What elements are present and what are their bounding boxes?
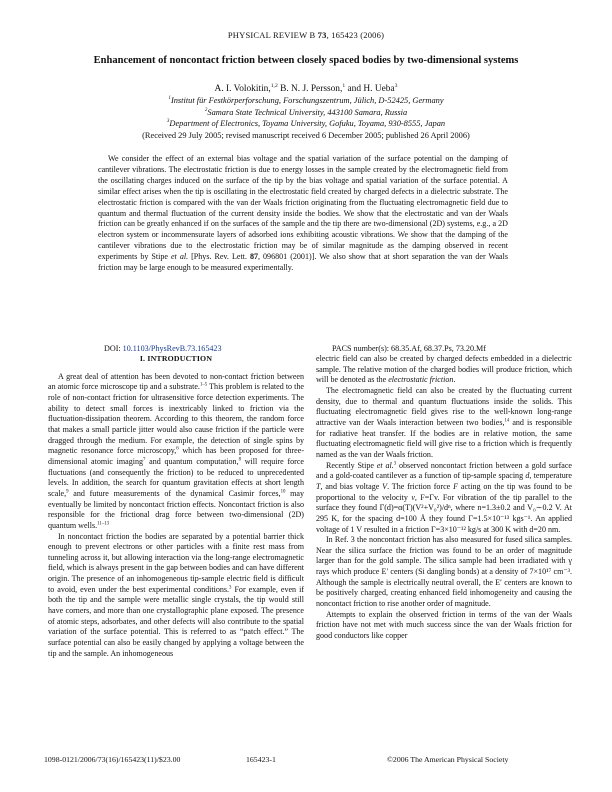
citation[interactable]: 3 bbox=[393, 460, 397, 466]
text: and is responsible for radiative heat transfer. If the bodies are in relative motion, the same fluctuating electromagnetic field will give rise to a friction which is frequently named as the van der Waals friction. bbox=[316, 417, 572, 459]
abstract-etal: et al. bbox=[170, 252, 189, 262]
affiliation bbox=[0, 119, 612, 128]
doi-link[interactable]: 10.1103/PhysRevB.73.165423 bbox=[122, 344, 222, 353]
paragraph: In Ref. 3 the noncontact friction has also measured for fused silica samples. Near the silica surface the friction was found to be an order of magnitude larger than for the gold sample. The silica sample had been irradiated with γ rays which produce E′ centers (Si dangling bonds) at a density of 7×10¹⁷ cm⁻³. Although the sample is electrically neutral overall, the E′ centers are known to be positively charged, creating enhanced field inhomogeneity and causing the noncontact friction to rise another order of magnitude. bbox=[316, 535, 572, 609]
text: The electromagnetic field can also be created by the fluctuating current density, due to thermal and quantum fluctuations inside the solids. This fluctuating electromagnetic field gives rise to the well-known long-range attractive van der Waals interaction between two bodies, bbox=[316, 385, 572, 427]
citation[interactable]: 1–5 bbox=[199, 382, 208, 388]
text: For example, even if both the tip and the sample were metallic single crystals, the tip would still have corners, and more than one crystallographic plane exposed. The presence of atomic steps, adsorbates, and other defects will also contribute to the spatial variation of the surface potential. This is referred to as “patch effect.” The surface potential can also be easily changed by applying a voltage between the tip and the sample. An inhomogeneous bbox=[48, 584, 304, 658]
doi-line bbox=[104, 344, 222, 353]
right-column bbox=[316, 354, 572, 642]
pacs-numbers: PACS number(s): 68.35.Af, 68.37.Ps, 73.20.Mf bbox=[332, 344, 486, 353]
section-heading: I. INTRODUCTION bbox=[139, 354, 213, 363]
citation[interactable]: 11–13 bbox=[97, 521, 110, 527]
affiliation-text: Samara State Technical University, 443100 Samara, Russia bbox=[207, 108, 408, 117]
text: and future measurements of the dynamical Casimir forces, bbox=[68, 488, 281, 498]
abstract-volume: 87 bbox=[249, 252, 258, 262]
abstract-text: We consider the effect of an external bias voltage and the spatial variation of the surface potential on the damping of cantilever vibrations. The electrostatic friction is due to energy losses in the sample created by the electromagnetic field from the oscillating charges induced on the surface of the tip by the bias voltage and spatial variation of the surface potential. A similar effect arises when the tip is oscillating in the electrostatic field created by charged defects in a dielectric substrate. The electrostatic friction is compared with the van der Waals friction originating from the fluctuating electromagnetic field due to quantum and thermal fluctuation of the current density inside the bodies. We show that the electrostatic and van der Waals friction can be greatly enhanced if on the surfaces of the sample and the tip there are two-dimensional (2D) systems, e.g., a 2D electron system or incommensurate layers of adsorbed ions exhibiting acoustic vibrations. We show that the damping of the cantilever vibrations due to the electrostatic friction may be of similar magnitude as the damping observed in recent experiments by Stipe bbox=[98, 154, 508, 262]
author: and H. Ueba bbox=[345, 84, 395, 94]
affiliation-mark: 1 bbox=[168, 96, 171, 102]
affiliation-mark: 2 bbox=[204, 108, 208, 114]
author-affiliation-mark: 3 bbox=[394, 82, 398, 89]
emphasis: et al. bbox=[376, 460, 394, 470]
author-list bbox=[0, 84, 612, 94]
citation[interactable]: 10 bbox=[280, 489, 286, 495]
paragraph bbox=[316, 461, 572, 536]
footer-copyright: ©2006 The American Physical Society bbox=[387, 755, 509, 764]
text: may eventually be limited by noncontact friction effects. Noncontact friction is also responsible for the frictional drag force between two-dimensional (2D) quantum wells. bbox=[48, 488, 304, 530]
text: , temperature bbox=[529, 471, 573, 481]
text: . The friction force bbox=[387, 481, 454, 491]
text: acting on the tip was found to be proportional to the velocity bbox=[316, 481, 572, 502]
text: , F=Γv. For vibration of the tip parallel to the surface they found Γ(d)=α(T)(V²+V₀²)/dⁿ, where n=1.3±0.2 and V₀∼0.2 V. At 295 K, for the spacing d=100 Å they found Γ=1.5×10⁻¹³ kgs⁻¹. An applied voltage of 1 V resulted in a friction Γ=3×10⁻¹² kg/s at 300 K with d=20 nm. bbox=[316, 492, 572, 534]
paragraph bbox=[48, 372, 304, 532]
citation[interactable]: 8 bbox=[238, 457, 242, 463]
citation[interactable]: 6 bbox=[176, 446, 179, 452]
journal-name: PHYSICAL REVIEW B bbox=[227, 30, 318, 40]
affiliation bbox=[0, 96, 612, 105]
math-var: v bbox=[411, 492, 415, 502]
left-column bbox=[48, 354, 304, 659]
abstract bbox=[98, 154, 508, 274]
citation[interactable]: 9 bbox=[66, 489, 69, 495]
paragraph bbox=[48, 532, 304, 660]
received-dates: (Received 29 July 2005; revised manuscript received 6 December 2005; published 26 April 2006) bbox=[142, 131, 470, 140]
text: In noncontact friction the bodies are separated by a potential barrier thick enough to prevent electrons or other particles with a finite rest mass from tunneling across it, but allowing interaction via the long-range electromagnetic field, which is always present in the gap between bodies and can have different origin. The presence of an inhomogeneous tip-sample electric field is difficult to avoid, even under the best experimental conditions. bbox=[48, 531, 304, 594]
journal-volume: 73 bbox=[317, 30, 327, 40]
text: Recently Stipe bbox=[326, 460, 377, 470]
math-var: V bbox=[382, 481, 388, 491]
text: observed noncontact friction between a gold surface and a gold-coated cantilever as a function of tip-sample spacing bbox=[316, 460, 572, 481]
author: B. N. J. Persson, bbox=[277, 84, 343, 94]
paragraph: Attempts to explain the observed friction in terms of the van der Waals friction have not met with much success since the van der Waals friction for good conductors like copper bbox=[316, 609, 572, 641]
affiliation-text: Institut für Festkörperforschung, Forschungszentrum, Jülich, D-52425, Germany bbox=[170, 96, 444, 105]
footer-page-number: 165423-1 bbox=[246, 755, 276, 764]
citation[interactable]: 14 bbox=[504, 418, 510, 424]
paragraph bbox=[316, 386, 572, 461]
paragraph bbox=[316, 354, 572, 386]
footer-issn: 1098-0121/2006/73(16)/165423(11)/$23.00 bbox=[44, 755, 181, 764]
text: , and bias voltage bbox=[320, 481, 383, 491]
text: will require force fluctuations (and consequently the friction) to be reduced to unprecedented levels. In addition, the search for quantum gravitation effects at short length scale, bbox=[48, 456, 304, 498]
text: . bbox=[453, 375, 456, 385]
abstract-text: [Phys. Rev. Lett. bbox=[188, 252, 250, 262]
abstract-text: , 096801 (2001)]. We also show that at short separation the van der Waals friction may be large enough to be measured experimentally. bbox=[98, 252, 508, 273]
affiliation-text: Department of Electronics, Toyama University, Gofuku, Toyama, 930-8555, Japan bbox=[169, 119, 446, 128]
text: electric field can also be created by charged defects embedded in a dielectric sample. The relative motion of the charged bodies will produce friction, which will be denoted as the bbox=[316, 354, 572, 385]
journal-header bbox=[0, 30, 612, 40]
affiliation bbox=[0, 108, 612, 117]
paper-title: Enhancement of noncontact friction between closely spaced bodies by two-dimensional systems bbox=[93, 55, 519, 66]
author: A. I. Volokitin, bbox=[214, 84, 271, 94]
doi-label: DOI: bbox=[104, 344, 123, 353]
citation[interactable]: 3 bbox=[229, 585, 232, 591]
text: A great deal of attention has been devoted to non-contact friction between an atomic force microscope tip and a substrate. bbox=[48, 371, 304, 392]
author-affiliation-mark: 1,2 bbox=[270, 82, 278, 89]
emphasis: electrostatic friction bbox=[388, 375, 454, 385]
text: which has been proposed for three-dimensional atomic imaging bbox=[48, 446, 304, 466]
math-var: d bbox=[525, 471, 530, 481]
math-var: T bbox=[316, 481, 321, 491]
text: This problem is related to the role of non-contact friction for ultrasensitive force detection experiments. The ability to detect small forces is inextricably linked to friction via the fluctuation-dissipation theorem. According to this theorem, the random force that makes a small particle jitter would also cause friction if the particle were dragged through the medium. For example, the detection of single spins by magnetic resonance force microscopy, bbox=[48, 382, 304, 456]
author-affiliation-mark: 1 bbox=[342, 82, 346, 89]
journal-article-id: , 165423 (2006) bbox=[326, 30, 385, 40]
text: and quantum computation, bbox=[145, 456, 239, 466]
affiliation-mark: 3 bbox=[166, 119, 170, 125]
citation[interactable]: 7 bbox=[143, 457, 146, 463]
math-var: F bbox=[453, 481, 459, 491]
